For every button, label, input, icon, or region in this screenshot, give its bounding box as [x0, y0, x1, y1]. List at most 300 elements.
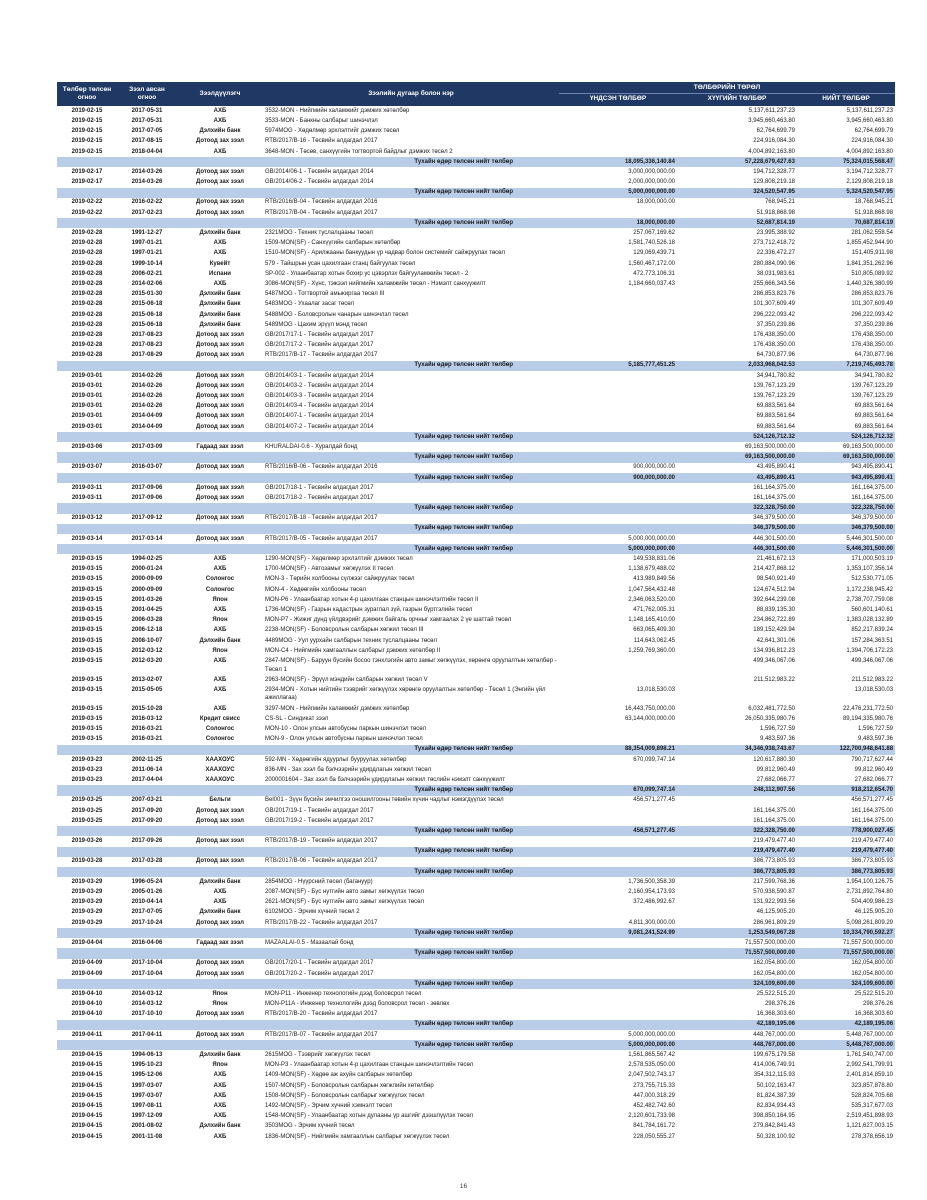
principal-cell — [559, 137, 677, 147]
interest-cell: 139,767,123.29 — [753, 382, 795, 389]
lender-cell: АХБ — [213, 148, 227, 155]
interest-cell: 398,850,164.95 — [753, 1113, 795, 1120]
payment-date-cell: 2019-04-15 — [71, 1123, 103, 1130]
loan-name-cell: GB/2014/03-4 - Төсвийн алдагдал 2014 — [265, 403, 374, 410]
subtotal-principal: 9,081,241,524.99 — [559, 928, 677, 938]
loan-date-cell: 2001-03-26 — [131, 596, 163, 603]
loan-date-cell: 1995-12-06 — [131, 1072, 163, 1079]
loan-name-cell: KHURALDAI-0.6 - Хуралдай бонд — [265, 443, 358, 450]
total-cell: 323,857,878.80 — [851, 1082, 894, 1089]
payment-date-cell: 2019-04-15 — [71, 1113, 103, 1120]
total-cell: 27,682,066.77 — [854, 776, 894, 783]
payment-date-cell: 2019-03-15 — [71, 715, 103, 722]
lender-cell: АХБ — [213, 280, 227, 287]
interest-cell: 134,936,812.23 — [753, 647, 795, 654]
loan-name-cell: GB/2014/03-1 - Төсвийн алдагдал 2014 — [265, 372, 374, 379]
loan-name-cell: MON-P11A - Инженер технологийн дээд боловсрол төсөл - зөвлөх — [265, 1001, 450, 1008]
loan-name-cell: 1548-MON(SF) - Улаанбаатар хотын дулааны үр ашгийг дээшлүүлэх төсөл — [265, 1113, 474, 1120]
lender-cell: Дэлхийн банк — [199, 311, 241, 318]
interest-cell: 3,945,660,463.80 — [748, 117, 795, 124]
loan-name-cell: 1736-MON(SF) - Газрын кадастрын зураглал зүй, газрын бүртгэлийн төсөл — [265, 606, 473, 613]
table-row — [57, 1030, 895, 1040]
loan-date-cell: 2011-06-14 — [131, 766, 163, 773]
loan-name-cell: 3086-MON(SF) - Хүнс, тэжээл нийгмийн халамжийн төсөл - Нэмэлт санхүүжилт — [265, 280, 486, 287]
loan-name-cell: 5488MOG - Боловсролын чанарын шинэчлэл төсөл — [265, 311, 409, 318]
loan-name-cell: 1836-MON(SF) - Нийгмийн хамгааллын салбарыг хөгжүүлэх төсөл — [265, 1133, 450, 1140]
loan-name-cell: 592-MN - Хөдөөгийн ядуурлыг бууруулах хөтөлбөр — [265, 756, 407, 763]
subtotal-label: Тухайн өдөр төлсөн нийт төлбөр — [57, 188, 559, 198]
loan-name-cell: 2615MOG - Тээврийг хөгжүүлэх төсөл — [265, 1052, 371, 1059]
loan-name-cell: 5483MOG - Ухаалаг засаг төсөл — [265, 301, 355, 308]
payment-date-cell: 2019-02-17 — [71, 179, 103, 186]
payment-date-cell: 2019-02-28 — [71, 240, 103, 247]
subtotal-total: 42,189,195.06 — [797, 1020, 895, 1030]
loan-date-cell: 2017-05-31 — [131, 107, 163, 114]
loan-name-cell: GB/2017/18-1 - Төсвийн алдагдал 2017 — [265, 484, 374, 491]
subtotal-label: Тухайн өдөр төлсөн нийт төлбөр — [57, 473, 559, 483]
subtotal-interest: 34,346,938,743.67 — [677, 745, 797, 755]
loan-date-cell: 2017-09-20 — [131, 807, 163, 814]
principal-cell — [559, 938, 677, 948]
payment-date-cell: 2019-04-11 — [71, 1031, 103, 1038]
table-row — [57, 857, 895, 867]
interest-cell: 217,599,768.36 — [753, 878, 795, 885]
loan-date-cell: 2008-10-07 — [131, 637, 163, 644]
table-row — [57, 1060, 895, 1070]
lender-cell: АХБ — [213, 117, 227, 124]
loan-date-cell: 2007-03-21 — [131, 797, 163, 804]
loan-name-cell: CS-SL - Синдикат зээл — [265, 715, 329, 722]
table-row — [57, 249, 895, 259]
lender-cell: Дэлхийн банк — [199, 291, 241, 298]
loan-name-cell: GB/2017/20-1 - Төсвийн алдагдал 2017 — [265, 960, 374, 967]
total-cell: 162,054,800.00 — [851, 960, 894, 967]
interest-cell: 499,346,067.06 — [753, 657, 795, 664]
interest-cell: 25,522,515.20 — [756, 990, 795, 997]
loan-date-cell: 2015-05-05 — [131, 686, 163, 693]
table-row — [57, 534, 895, 544]
lender-cell: Дотоод зах зээл — [196, 372, 244, 379]
payment-date-cell: 2019-02-28 — [71, 250, 103, 257]
table-row — [57, 704, 895, 714]
payment-date-cell: 2019-03-01 — [71, 393, 103, 400]
loan-date-cell: 2017-07-05 — [131, 909, 163, 916]
interest-cell: 139,767,123.29 — [753, 393, 795, 400]
principal-cell — [559, 351, 677, 361]
table-row — [57, 1091, 895, 1101]
principal-cell: 1,581,740,526.18 — [628, 240, 675, 247]
total-cell: 51,918,868.98 — [854, 209, 894, 216]
total-cell: 2,738,707,759.08 — [846, 596, 894, 603]
payment-date-cell: 2019-02-28 — [71, 260, 103, 267]
total-cell: 1,841,351,262.96 — [846, 260, 894, 267]
subtotal-row — [57, 1020, 895, 1030]
table-row — [57, 493, 895, 503]
principal-cell: 472,773,106.31 — [633, 270, 675, 277]
total-cell: 139,767,123.29 — [851, 382, 894, 389]
payment-date-cell: 2019-02-28 — [71, 270, 103, 277]
principal-cell: 273,755,715.33 — [633, 1082, 675, 1089]
interest-cell: 46,125,905.20 — [756, 909, 795, 916]
subtotal-row — [57, 157, 895, 167]
interest-cell: 16,368,303.60 — [756, 1011, 795, 1018]
loan-date-cell: 2017-09-20 — [131, 817, 163, 824]
loan-name-cell: 5974MOG - Хөдөлмөр эрхлэлтийг дэмжих төсөл — [265, 128, 400, 135]
subtotal-label: Тухайн өдөр төлсөн нийт төлбөр — [57, 1020, 559, 1030]
table-row — [57, 463, 895, 473]
loan-date-cell: 2000-09-09 — [131, 576, 163, 583]
loan-name-cell: MON-C4 - Нийгмийн хамгааллын салбарыг дэмжих хөтөлбөр II — [265, 647, 441, 654]
principal-cell — [559, 340, 677, 350]
total-cell: 69,883,561.64 — [854, 413, 894, 420]
principal-cell: 129,069,439.71 — [633, 250, 675, 257]
total-cell: 18,768,945.21 — [854, 199, 894, 206]
subtotal-interest: 346,379,500.00 — [677, 524, 797, 534]
loan-name-cell: 1509-MON(SF) - Санхүүгийн салбарын хөтөлбөр — [265, 240, 401, 247]
table-row — [57, 646, 895, 656]
loan-date-cell: 2015-06-18 — [131, 301, 163, 308]
loan-date-cell: 1999-10-14 — [131, 260, 163, 267]
loan-name-cell: RTB/2017/B-06 - Төсвийн алдагдал 2017 — [265, 858, 378, 865]
payment-date-cell: 2019-03-01 — [71, 372, 103, 379]
subtotal-label: Тухайн өдөр төлсөн нийт төлбөр — [57, 432, 559, 442]
lender-cell: Дотоод зах зээл — [196, 515, 244, 522]
total-cell: 161,164,375.00 — [851, 484, 894, 491]
payment-date-cell: 2019-04-04 — [71, 939, 103, 946]
loan-name-cell: 3297-MON - Нийгмийн халамжийг дэмжих хөтөлбөр — [265, 705, 410, 712]
principal-cell: 471,762,005.31 — [633, 606, 675, 613]
interest-cell: 50,328,100.92 — [756, 1133, 795, 1140]
principal-cell — [559, 775, 677, 785]
loan-name-cell: GB/2014/07-1 - Төсвийн алдагдал 2014 — [265, 413, 374, 420]
table-row — [57, 1081, 895, 1091]
loan-name-cell: 4489MOG - Уул уурхайн салбарын техник туслалцааны төсөл — [265, 637, 438, 644]
header-interest: ХҮҮГИЙН ТӨЛБӨР — [677, 94, 797, 107]
payment-date-cell: 2019-02-15 — [71, 138, 103, 145]
total-cell: 171,000,503.19 — [851, 556, 894, 563]
principal-cell: 257,067,169.62 — [633, 230, 675, 237]
lender-cell: Испани — [209, 270, 231, 277]
total-cell: 69,883,561.64 — [854, 423, 894, 430]
table-row — [57, 734, 895, 744]
subtotal-principal — [559, 1020, 677, 1030]
total-cell: 1,172,238,945.42 — [846, 586, 894, 593]
interest-cell: 6,032,481,772.50 — [748, 705, 795, 712]
table-row — [57, 685, 895, 704]
total-cell: 2,519,451,898.93 — [846, 1113, 894, 1120]
interest-cell: 161,164,375.00 — [753, 484, 795, 491]
table-row — [57, 330, 895, 340]
principal-cell — [559, 656, 677, 675]
subtotal-total: 322,328,750.00 — [797, 503, 895, 513]
interest-cell: 161,164,375.00 — [753, 817, 795, 824]
loan-date-cell: 2017-07-05 — [131, 128, 163, 135]
principal-cell — [559, 969, 677, 979]
loan-date-cell: 2016-04-06 — [131, 939, 163, 946]
loan-date-cell: 1997-12-09 — [131, 1113, 163, 1120]
subtotal-row — [57, 867, 895, 877]
total-cell: 504,409,986.23 — [851, 899, 894, 906]
total-cell: 151,405,911.98 — [851, 250, 894, 257]
total-cell: 37,350,239.86 — [854, 321, 894, 328]
lender-cell: АХБ — [213, 1113, 227, 1120]
principal-cell: 1,560,467,172.00 — [628, 260, 675, 267]
loan-date-cell: 2017-09-26 — [131, 838, 163, 845]
total-cell: 5,137,611,237.23 — [846, 107, 894, 114]
subtotal-row — [57, 524, 895, 534]
payment-date-cell: 2019-02-17 — [71, 168, 103, 175]
subtotal-principal: 5,185,777,451.25 — [559, 361, 677, 371]
payment-date-cell: 2019-04-15 — [71, 1072, 103, 1079]
loan-date-cell: 1997-03-07 — [131, 1092, 163, 1099]
interest-cell: 224,916,084.30 — [753, 138, 795, 145]
loan-name-cell: 5489MOG - Цахим эрүүл мэнд төсөл — [265, 321, 368, 328]
principal-cell: 447,000,318.29 — [633, 1092, 675, 1099]
subtotal-row — [57, 928, 895, 938]
principal-cell — [559, 147, 677, 157]
table-row — [57, 775, 895, 785]
principal-cell: 1,148,165,410.00 — [628, 617, 675, 624]
table-row — [57, 514, 895, 524]
total-cell: 1,954,100,126.75 — [846, 878, 894, 885]
table-row — [57, 483, 895, 493]
loan-date-cell: 2014-04-09 — [131, 413, 163, 420]
subtotal-principal: 18,000,000.00 — [559, 218, 677, 228]
loan-date-cell: 2000-09-09 — [131, 586, 163, 593]
loan-name-cell: RTB/2017/B-20 - Төсвийн алдагдал 2017 — [265, 1011, 378, 1018]
subtotal-interest: 57,228,679,427.63 — [677, 157, 797, 167]
lender-cell: Дэлхийн банк — [199, 128, 241, 135]
subtotal-interest: 322,328,750.00 — [677, 826, 797, 836]
total-cell: 512,530,771.05 — [851, 576, 894, 583]
payment-date-cell: 2019-04-10 — [71, 1001, 103, 1008]
subtotal-total: 219,479,477.40 — [797, 847, 895, 857]
subtotal-label: Тухайн өдөр төлсөн нийт төлбөр — [57, 785, 559, 795]
header-pay-date: Төлбөр төлсөн огноо — [57, 82, 117, 106]
payment-date-cell: 2019-02-28 — [71, 321, 103, 328]
principal-cell — [559, 816, 677, 826]
loan-date-cell: 2013-02-07 — [131, 676, 163, 683]
subtotal-label: Тухайн өдөр төлсөн нийт төлбөр — [57, 867, 559, 877]
lender-cell: Дотоод зах зээл — [196, 393, 244, 400]
payment-date-cell: 2019-03-07 — [71, 464, 103, 471]
interest-cell: 298,376.26 — [764, 1001, 795, 1008]
lender-cell: Дэлхийн банк — [199, 321, 241, 328]
total-cell: 1,596,727.59 — [857, 726, 894, 733]
table-row — [57, 228, 895, 238]
lender-cell: АХБ — [213, 1133, 227, 1140]
loan-name-cell: MON-3 - Төрийн холбооны сүлжээг сайжруулах төсөл — [265, 576, 415, 583]
loan-date-cell: 2015-01-30 — [131, 291, 163, 298]
total-cell: 13,018,530.03 — [854, 686, 894, 693]
subtotal-row — [57, 432, 895, 442]
principal-cell — [559, 422, 677, 432]
loan-date-cell: 2017-05-31 — [131, 117, 163, 124]
loan-date-cell: 2017-03-14 — [131, 535, 163, 542]
payment-date-cell: 2019-03-15 — [71, 586, 103, 593]
interest-cell: 176,438,350.00 — [753, 342, 795, 349]
loan-date-cell: 2016-03-07 — [131, 464, 163, 471]
table-body — [57, 106, 895, 1142]
interest-cell: 69,883,561.64 — [756, 413, 795, 420]
subtotal-interest: 324,109,600.00 — [677, 979, 797, 989]
payments-table-container — [57, 82, 895, 1142]
subtotal-total: 75,324,015,568.47 — [797, 157, 895, 167]
subtotal-principal — [559, 524, 677, 534]
table-row — [57, 1111, 895, 1121]
principal-cell — [559, 999, 677, 1009]
payment-date-cell: 2019-03-06 — [71, 443, 103, 450]
interest-cell: 280,884,090.96 — [753, 260, 795, 267]
loan-date-cell: 2017-09-12 — [131, 515, 163, 522]
lender-cell: Дэлхийн банк — [199, 230, 241, 237]
total-cell: 286,853,823.76 — [851, 291, 894, 298]
subtotal-principal: 670,099,747.14 — [559, 785, 677, 795]
lender-cell: АХБ — [213, 1082, 227, 1089]
loan-name-cell: 836-MN - Зах зээл ба бэлчээрийн удирдлагын хөгжил төсөл — [265, 766, 432, 773]
loan-date-cell: 1995-10-23 — [131, 1062, 163, 1069]
principal-cell: 1,259,769,360.00 — [628, 647, 675, 654]
loan-date-cell: 1996-05-24 — [131, 878, 163, 885]
interest-cell: 161,164,375.00 — [753, 494, 795, 501]
interest-cell: 69,883,561.64 — [756, 403, 795, 410]
principal-cell: 841,784,161.72 — [633, 1123, 675, 1130]
loan-name-cell: GB/2014/06-1 - Төсвийн алдагдал 2014 — [265, 168, 374, 175]
subtotal-interest: 448,767,000.00 — [677, 1040, 797, 1050]
subtotal-row — [57, 452, 895, 462]
loan-name-cell: 3532-MON - Нийгмийн халамжийг дэмжих хөтөлбөр — [265, 107, 410, 114]
subtotal-row — [57, 745, 895, 755]
payment-date-cell: 2019-02-28 — [71, 291, 103, 298]
subtotal-row — [57, 785, 895, 795]
lender-cell: Дотоод зах зээл — [196, 352, 244, 359]
lender-cell: Дотоод зах зээл — [196, 138, 244, 145]
lender-cell: АХБ — [213, 606, 227, 613]
loan-date-cell: 2016-03-12 — [131, 715, 163, 722]
total-cell: 224,916,084.30 — [851, 138, 894, 145]
subtotal-principal: 5,000,000,000.00 — [559, 188, 677, 198]
loan-date-cell: 2014-03-26 — [131, 179, 163, 186]
total-cell: 219,479,477.40 — [851, 838, 894, 845]
payment-date-cell: 2019-04-09 — [71, 960, 103, 967]
interest-cell: 768,945.21 — [764, 199, 795, 206]
loan-name-cell: RTB/2017/B-16 - Төсвийн алдагдал 2017 — [265, 138, 378, 145]
loan-name-cell: 2963-MON(SF) - Эрүүл мэндийн салбарын хөгжил төсөл V — [265, 676, 428, 683]
interest-cell: 189,152,429.94 — [753, 627, 795, 634]
payment-date-cell: 2019-02-15 — [71, 117, 103, 124]
subtotal-row — [57, 473, 895, 483]
payment-date-cell: 2019-03-15 — [71, 686, 103, 693]
principal-cell — [559, 675, 677, 685]
subtotal-label: Тухайн өдөр төлсөн нийт төлбөр — [57, 524, 559, 534]
table-row — [57, 765, 895, 775]
lender-cell: Дотоод зах зээл — [196, 535, 244, 542]
lender-cell: АХБ — [213, 889, 227, 896]
loan-date-cell: 2014-03-26 — [131, 168, 163, 175]
table-row — [57, 714, 895, 724]
loan-date-cell: 2002-11-25 — [131, 756, 163, 763]
table-row — [57, 564, 895, 574]
total-cell: 2,992,541,799.91 — [846, 1062, 894, 1069]
principal-cell: 149,538,831.06 — [633, 556, 675, 563]
principal-cell: 3,000,000,000.00 — [628, 168, 675, 175]
principal-cell — [559, 989, 677, 999]
table-row — [57, 310, 895, 320]
total-cell: 943,495,890.41 — [851, 464, 894, 471]
interest-cell: 101,307,609.49 — [753, 301, 795, 308]
principal-cell — [559, 734, 677, 744]
loan-name-cell: RTB/2017/B-07 - Төсвийн алдагдал 2017 — [265, 1031, 378, 1038]
interest-cell: 120,617,880.30 — [753, 756, 795, 763]
payment-date-cell: 2019-03-15 — [71, 627, 103, 634]
lender-cell: Дэлхийн банк — [199, 909, 241, 916]
subtotal-label: Тухайн өдөр төлсөн нийт төлбөр — [57, 948, 559, 958]
principal-cell — [559, 371, 677, 381]
header-loan-date: Зээл авсан огноо — [117, 82, 177, 106]
loan-name-cell: MON-4 - Хөдөөгийн холбооны төсөл — [265, 586, 367, 593]
loan-name-cell: RTB/2017/B-22 - Төсвийн алдагдал 2017 — [265, 919, 378, 926]
interest-cell: 219,479,477.40 — [753, 838, 795, 845]
total-cell: 281,062,558.54 — [851, 230, 894, 237]
table-row — [57, 724, 895, 734]
interest-cell: 69,163,500,000.00 — [744, 443, 795, 450]
total-cell: 386,773,805.93 — [851, 858, 894, 865]
principal-cell — [559, 208, 677, 218]
interest-cell: 162,054,800.00 — [753, 970, 795, 977]
principal-cell — [559, 116, 677, 126]
total-cell: 2,401,814,859.10 — [846, 1072, 894, 1079]
interest-cell: 448,767,000.00 — [753, 1031, 795, 1038]
subtotal-total: 71,557,500,000.00 — [797, 948, 895, 958]
table-row — [57, 412, 895, 422]
loan-date-cell: 2014-03-12 — [131, 1001, 163, 1008]
subtotal-principal: 88,354,009,898.21 — [559, 745, 677, 755]
lender-cell: Япон — [212, 617, 228, 624]
principal-cell: 2,160,954,173.93 — [628, 889, 675, 896]
payment-date-cell: 2019-03-01 — [71, 423, 103, 430]
table-row — [57, 340, 895, 350]
loan-name-cell: 1508-MON(SF) - Боловсролын салбарыг хөгжүүлэх төсөл — [265, 1092, 425, 1099]
subtotal-total: 5,448,767,000.00 — [797, 1040, 895, 1050]
principal-cell — [559, 320, 677, 330]
subtotal-label: Тухайн өдөр төлсөн нийт төлбөр — [57, 503, 559, 513]
subtotal-label: Тухайн өдөр төлсөн нийт төлбөр — [57, 218, 559, 228]
loan-date-cell: 2017-03-09 — [131, 443, 163, 450]
payment-date-cell: 2019-03-01 — [71, 413, 103, 420]
interest-cell: 214,427,868.12 — [753, 566, 795, 573]
lender-cell: Бельги — [209, 797, 231, 804]
table-row — [57, 999, 895, 1009]
total-cell: 162,054,800.00 — [851, 970, 894, 977]
subtotal-label: Тухайн өдөр төлсөн нийт төлбөр — [57, 1040, 559, 1050]
loan-date-cell: 2014-02-26 — [131, 403, 163, 410]
loan-date-cell: 2017-09-06 — [131, 494, 163, 501]
total-cell: 1,855,452,944.90 — [846, 240, 894, 247]
table-row — [57, 126, 895, 136]
lender-cell: АХБ — [213, 1102, 227, 1109]
total-cell: 161,164,375.00 — [851, 494, 894, 501]
lender-cell: Солонгос — [205, 586, 235, 593]
table-row — [57, 147, 895, 157]
table-row — [57, 116, 895, 126]
interest-cell: 43,495,890.41 — [756, 464, 795, 471]
subtotal-label: Тухайн өдөр төлсөн нийт төлбөр — [57, 361, 559, 371]
principal-cell — [559, 1010, 677, 1020]
total-cell: 161,164,375.00 — [851, 817, 894, 824]
principal-cell: 4,811,300,000.00 — [628, 919, 675, 926]
principal-cell — [559, 310, 677, 320]
lender-cell: АХБ — [213, 1092, 227, 1099]
